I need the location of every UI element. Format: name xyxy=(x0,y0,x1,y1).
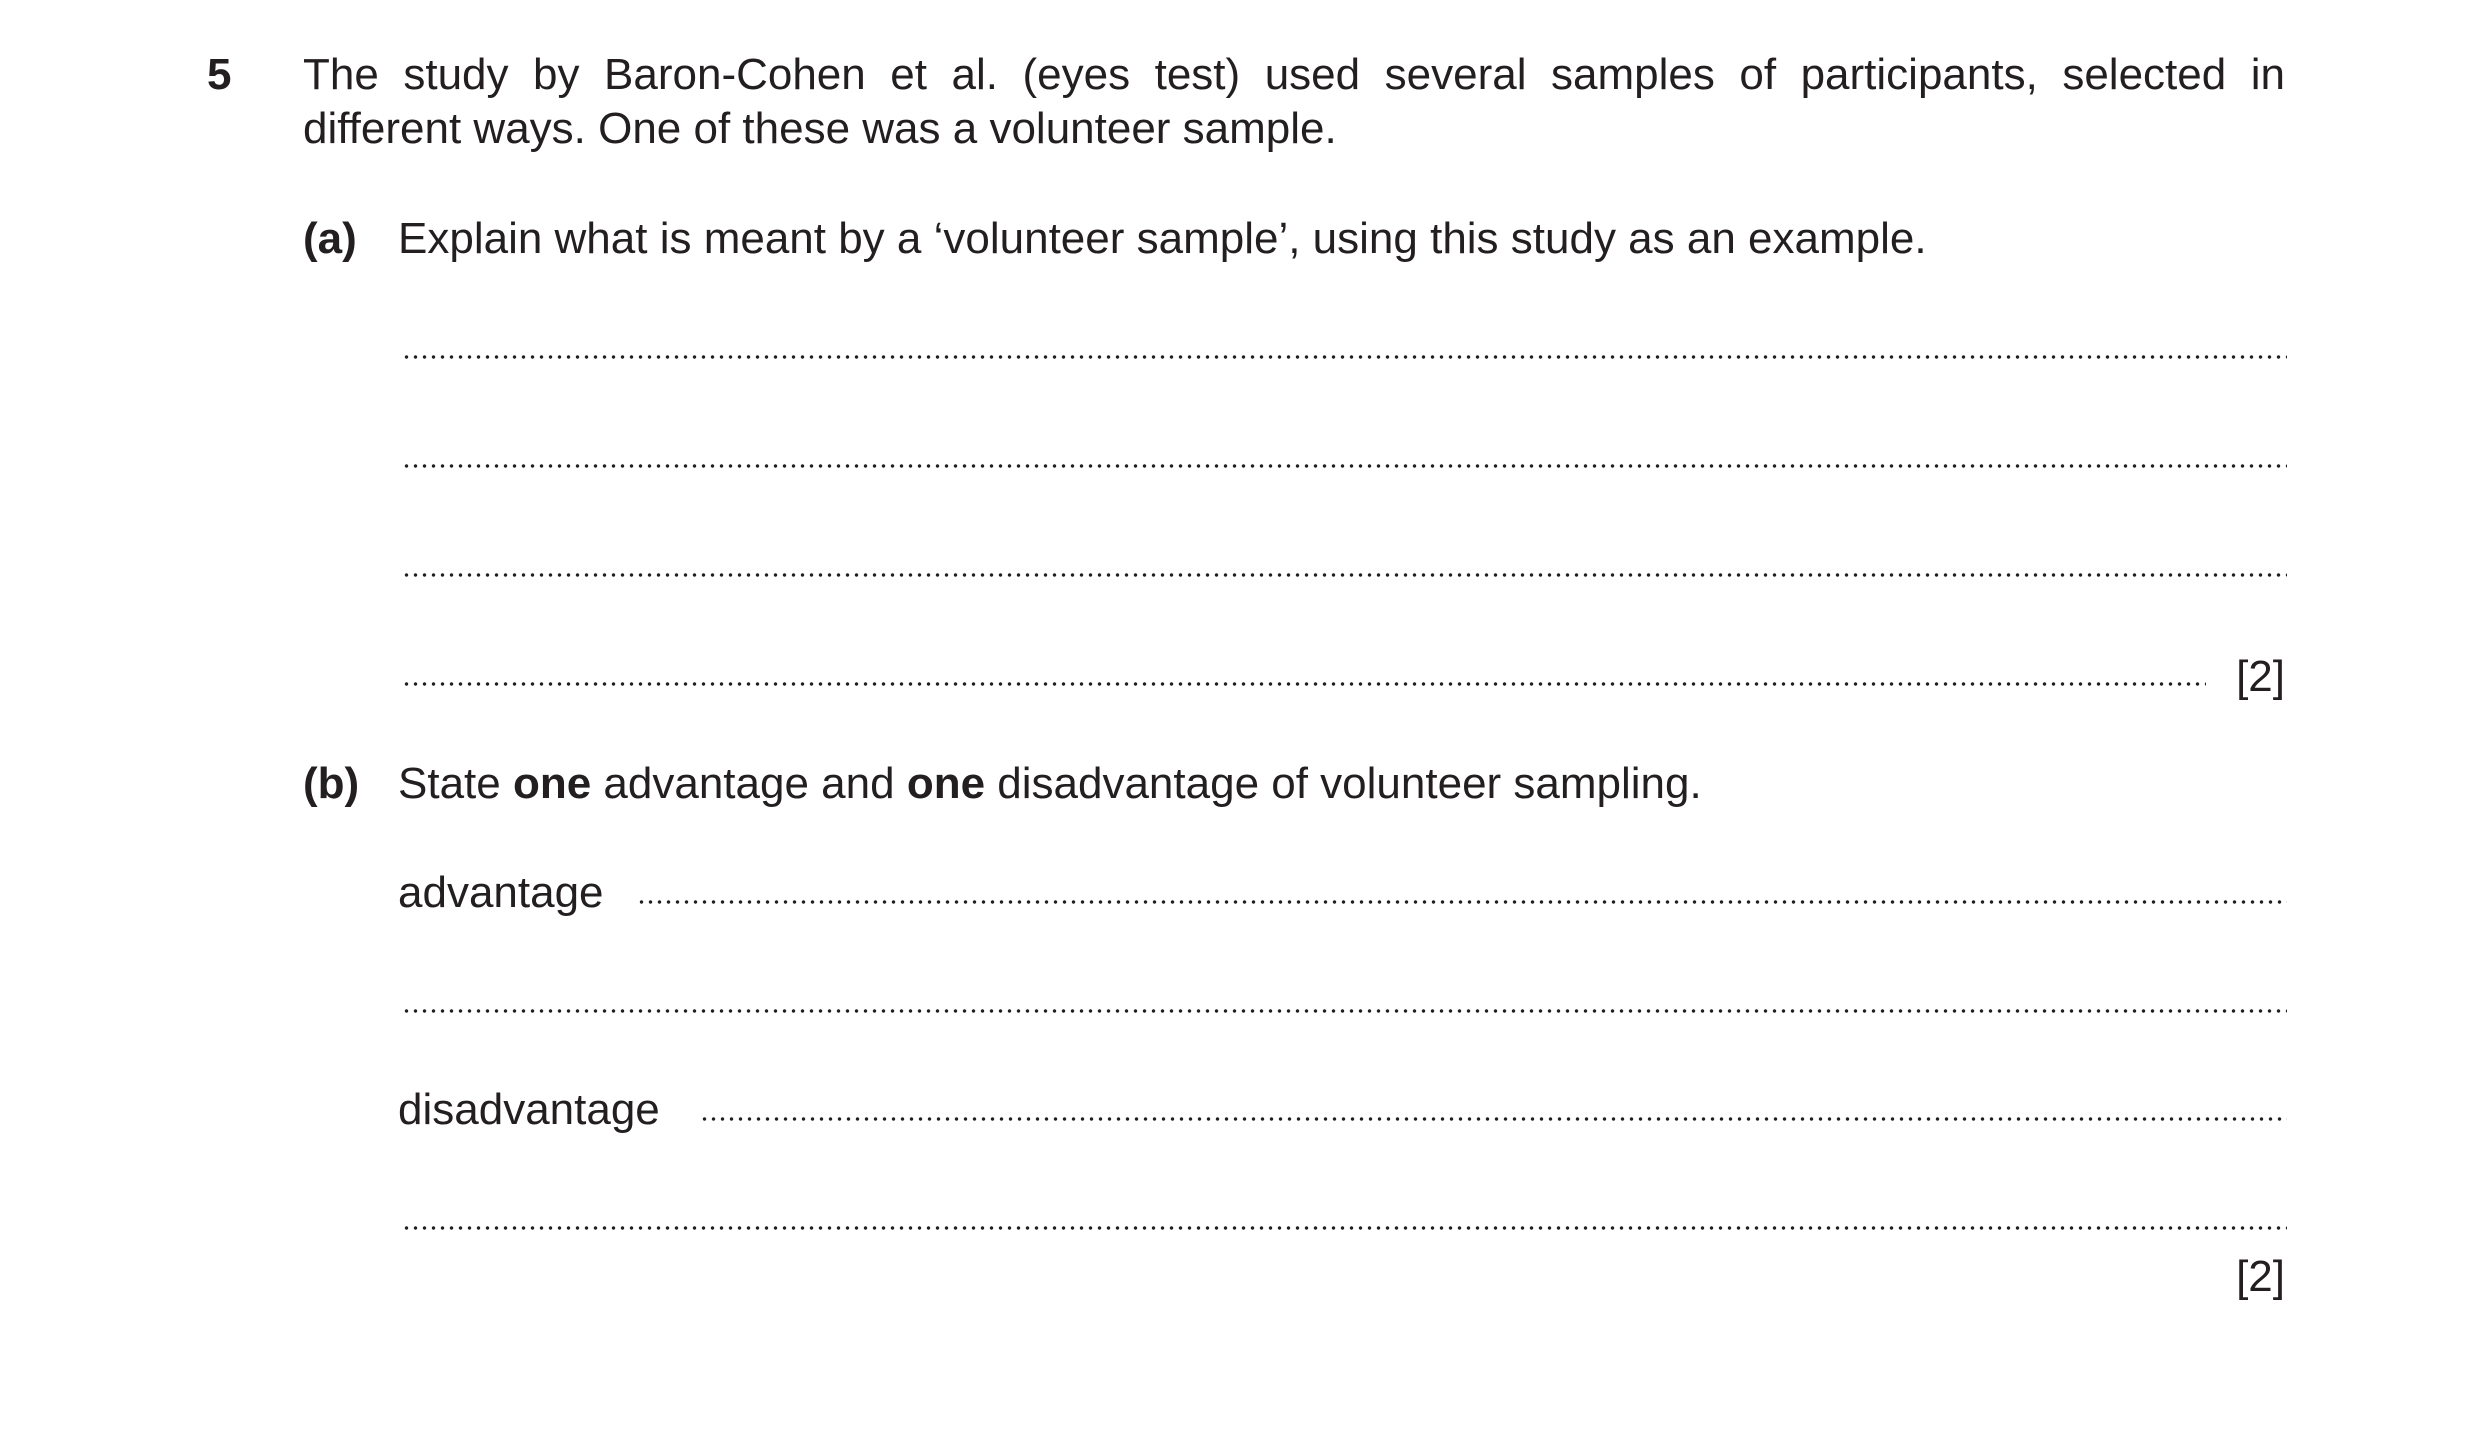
advantage-answer-line-2[interactable] xyxy=(402,1008,2287,1014)
question-stem-line2: different ways. One of these was a volunteer sample. xyxy=(303,104,1337,153)
part-a-answer-line-1[interactable] xyxy=(402,354,2287,360)
part-b-text-post: disadvantage of volunteer sampling. xyxy=(985,759,1702,808)
question-stem xyxy=(303,48,2285,156)
part-a-answer-line-3[interactable] xyxy=(402,572,2287,578)
part-a-question: Explain what is meant by a ‘volunteer sample’, using this study as an example. xyxy=(398,214,1927,263)
part-a-answer-line-4[interactable] xyxy=(402,681,2206,687)
part-a-label: (a) xyxy=(303,214,357,263)
part-b-marks: [2] xyxy=(2236,1252,2285,1301)
part-b-emphasis-one-2: one xyxy=(906,759,986,808)
part-b-text-pre: State xyxy=(398,759,513,808)
part-a-marks: [2] xyxy=(2236,652,2285,701)
part-b-emphasis-one-1: one xyxy=(512,759,592,808)
question-number: 5 xyxy=(207,50,232,99)
part-b-text-mid: advantage and xyxy=(591,759,907,808)
disadvantage-answer-line-1[interactable] xyxy=(700,1116,2287,1122)
part-a-answer-line-2[interactable] xyxy=(402,463,2287,469)
advantage-label: advantage xyxy=(398,868,604,917)
question-stem-line1: The study by Baron-Cohen et al. (eyes test) used several samples of participants, selected in xyxy=(303,50,2285,99)
disadvantage-answer-line-2[interactable] xyxy=(402,1225,2287,1231)
part-b-label: (b) xyxy=(303,759,360,808)
part-b-question xyxy=(398,757,1702,811)
advantage-answer-line-1[interactable] xyxy=(637,899,2287,905)
disadvantage-label: disadvantage xyxy=(398,1085,660,1134)
